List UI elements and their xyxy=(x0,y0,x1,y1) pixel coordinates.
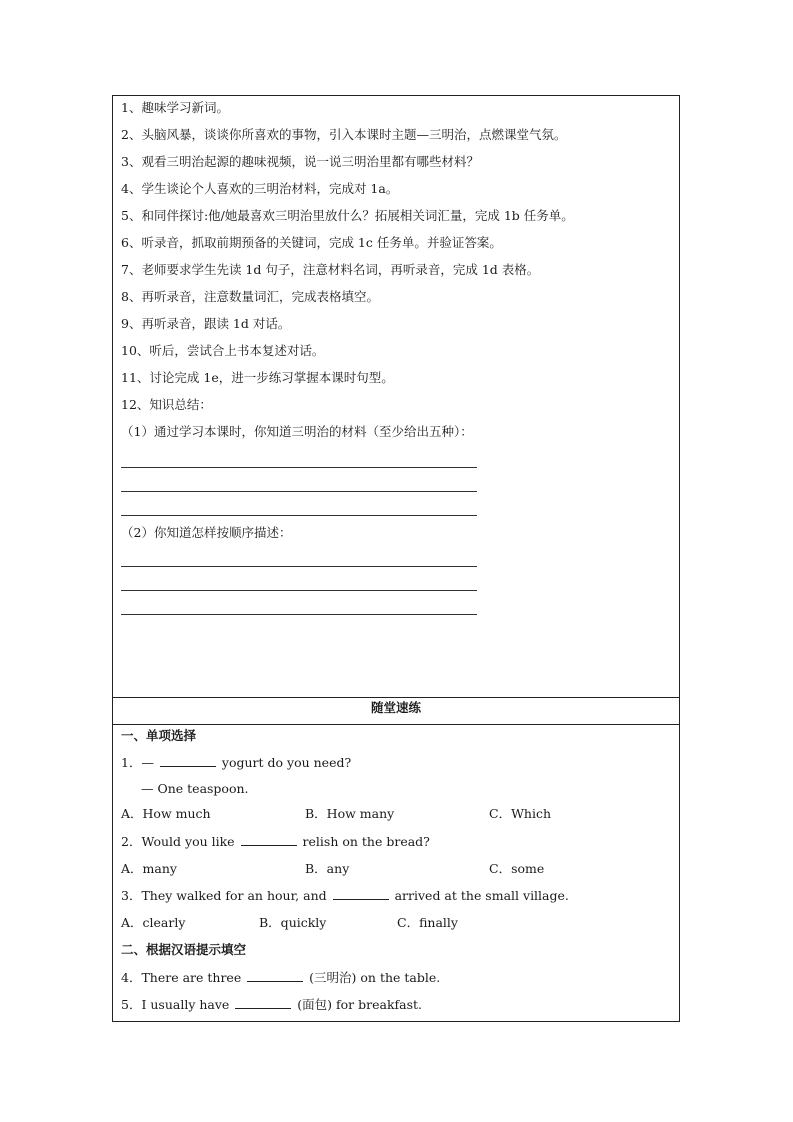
row-divider xyxy=(113,724,679,725)
lesson-table xyxy=(112,95,680,1022)
question-2: 2．Would you like relish on the bread? xyxy=(121,834,430,849)
step-10: 10、听后，尝试合上书本复述对话。 xyxy=(121,343,325,358)
question-1: 1．— yogurt do you need? xyxy=(121,755,352,770)
part2-title: 二、根据汉语提示填空 xyxy=(121,942,247,957)
q2-option-a[interactable]: A．many xyxy=(121,861,177,876)
section-title: 随堂速练 xyxy=(370,700,421,715)
q2-option-b[interactable]: B．any xyxy=(305,861,350,876)
step-8: 8、再听录音，注意数量词汇，完成表格填空。 xyxy=(121,289,379,304)
question-4: 4．There are three (三明治) on the table. xyxy=(121,970,441,985)
answer-line[interactable] xyxy=(121,614,477,615)
step-7: 7、老师要求学生先读 1d 句子，注意材料名词，再听录音，完成 1d 表格。 xyxy=(121,262,540,277)
answer-line[interactable] xyxy=(121,515,477,516)
blank[interactable] xyxy=(241,833,297,846)
question-3: 3．They walked for an hour, and arrived at the small village. xyxy=(121,888,569,903)
summary-question-1: （1）通过学习本课时，你知道三明治的材料（至少给出五种）： xyxy=(121,424,473,439)
step-5: 5、和同伴探讨:他/她最喜欢三明治里放什么？拓展相关词汇量，完成 1b 任务单。 xyxy=(121,208,574,223)
question-5: 5．I usually have (面包) for breakfast. xyxy=(121,997,423,1012)
row-divider xyxy=(113,697,679,698)
q3-option-c[interactable]: C．finally xyxy=(397,915,458,930)
q1-option-b[interactable]: B．How many xyxy=(305,806,395,821)
step-9: 9、再听录音，跟读 1d 对话。 xyxy=(121,316,291,331)
summary-question-2: （2）你知道怎样按顺序描述： xyxy=(121,525,292,540)
step-3: 3、观看三明治起源的趣味视频，说一说三明治里都有哪些材料？ xyxy=(121,154,479,169)
q3-option-a[interactable]: A．clearly xyxy=(121,915,186,930)
part1-title: 一、单项选择 xyxy=(121,728,197,743)
q1-option-a[interactable]: A．How much xyxy=(121,806,211,821)
answer-line[interactable] xyxy=(121,590,477,591)
step-4: 4、学生谈论个人喜欢的三明治材料，完成对 1a。 xyxy=(121,181,399,196)
q3-option-b[interactable]: B．quickly xyxy=(259,915,327,930)
answer-line[interactable] xyxy=(121,491,477,492)
blank[interactable] xyxy=(235,996,291,1009)
step-6: 6、听录音，抓取前期预备的关键词，完成 1c 任务单。并验证答案。 xyxy=(121,235,502,250)
step-12: 12、知识总结： xyxy=(121,397,212,412)
step-11: 11、讨论完成 1e，进一步练习掌握本课时句型。 xyxy=(121,370,394,385)
question-1-response: — One teaspoon. xyxy=(141,781,249,796)
step-1: 1、趣味学习新词。 xyxy=(121,100,229,115)
blank[interactable] xyxy=(333,887,389,900)
q2-option-c[interactable]: C．some xyxy=(489,861,545,876)
q1-option-c[interactable]: C．Which xyxy=(489,806,552,821)
step-2: 2、头脑风暴，谈谈你所喜欢的事物，引入本课时主题—三明治，点燃课堂气氛。 xyxy=(121,127,567,142)
answer-line[interactable] xyxy=(121,566,477,567)
blank[interactable] xyxy=(160,754,216,767)
answer-line[interactable] xyxy=(121,467,477,468)
blank[interactable] xyxy=(247,969,303,982)
